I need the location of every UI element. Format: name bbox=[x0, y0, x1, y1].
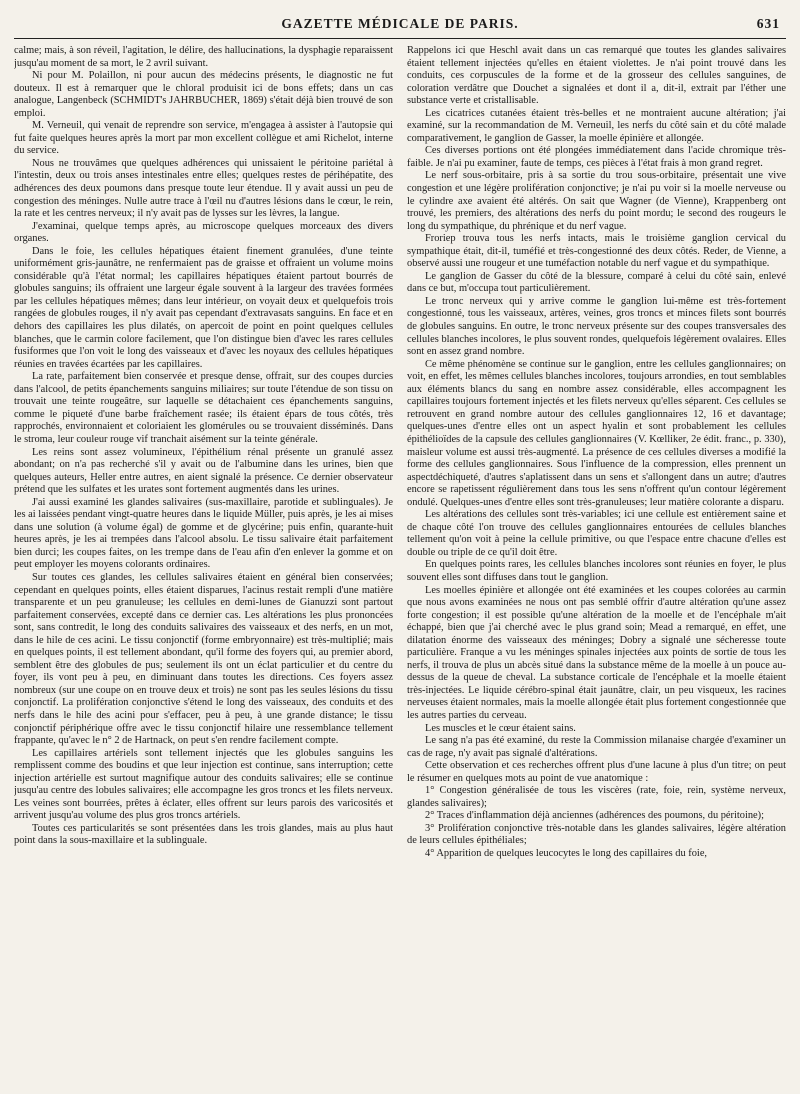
paragraph: Le tronc nerveux qui y arrive comme le ganglion lui-même est très-fortement congestionné, tous les vaisseaux, artères, veines, gros troncs et minces filets sont bourrés de globules sanguins. En outre, le tronc nerveux présente sur des coupes transversales des cellules blanches incolores, le plus souvent rondes, quelquefois légèrement ovalaires. Elles sont en assez grand nombre. bbox=[407, 295, 786, 358]
paragraph: Les reins sont assez volumineux, l'épithélium rénal présente un granulé assez abondant; on n'a pas recherché s'il y avait ou de l'albumine dans les urines, bien que quelques auteurs, Heller entre autres, en aient signalé la présence. Ce dernier observateur prétend que les sulfates et les urates sont fortement augmentés dans les urines. bbox=[14, 446, 393, 496]
paragraph: Dans le foie, les cellules hépatiques étaient finement granulées, d'une teinte uniformément gris-jaunâtre, ne renfermaient pas de graisse et offraient un volume moins considérable qu'à l'état normal; les capillaires hépatiques étaient partout bourrés de globules sanguins; ils offraient une largeur égale souvent à la largeur des travées formées par les cellules hépatiques mêmes; dans leur intérieur, on voyait deux et quelquefois trois rangées de globules rouges, il n'y avait pas cependant d'extravasats sanguins. En face et en dehors des capillaires les plus dilatés, on apercoit de point en point quelques cellules blanches, que le carmin colore facilement, que l'on distingue bien d'avec les rares cellules fusiformes que l'on voit le long des vaisseaux et d'avec les noyaux des cellules hépatiques réunies en travées écartées par les capillaires. bbox=[14, 245, 393, 370]
left-column bbox=[14, 45, 393, 1089]
paragraph: Le ganglion de Gasser du côté de la blessure, comparé à celui du côté sain, enlevé dans ce but, m'occupa tout particulièrement. bbox=[407, 270, 786, 295]
paragraph: Ces diverses portions ont été plongées immédiatement dans l'acide chromique très-faible. Je n'ai pu examiner, faute de temps, ces pièces à l'état frais à mon grand regret. bbox=[407, 145, 786, 169]
paragraph: Rappelons ici que Heschl avait dans un cas remarqué que toutes les glandes salivaires étaient tellement injectées qu'elles en étaient violettes. Je n'ai point trouvé dans les conduits, ces corpuscules de la forme et de la grosseur des cellules sanguines, de coloration verdâtre que Douchet a signalées et dont il a, dit-il, extrait par l'éther une substance verte et cristallisable. bbox=[407, 45, 786, 107]
paragraph: Les muscles et le cœur étaient sains. bbox=[425, 722, 576, 734]
paragraph: Les capillaires artériels sont tellement injectés que les globules sanguins les remplissent comme des boudins et que leur injection est continue, sans interruption; cette injection artérielle est surtout magnifique autour des conduits salivaires; elle se continue jusqu'au centre des lobules salivaires; elle accompagne les gros troncs et les filets nerveux. Les veines sont bourrées, prêtes à éclater, elles offrent sur leurs parois des varicosités et arrivent jusqu'au volume des plus gros troncs artériels. bbox=[14, 747, 393, 822]
paragraph: Froriep trouva tous les nerfs intacts, mais le troisième ganglion cervical du sympathique était, dit-il, tuméfié et très-congestionné des deux côtés. Reder, de Vienne, a observé aussi une rougeur et une tuméfaction notable du nerf vague et du sympathique. bbox=[407, 233, 786, 270]
running-header bbox=[14, 14, 786, 39]
paragraph: Nous ne trouvâmes que quelques adhérences qui unissaient le péritoine pariétal à l'intestin, deux ou trois anses intestinales entre elles; quelques restes de périhépatite, des adhérences des deux poumons dans presque toute leur étendue. Il y avait aussi un peu de congestion des méninges. Nulle autre trace à l'œil nu d'autres lésions dans le cœur, le rein, la rate et les centres nerveux; il n'y avait pas de lysses sur les lèvres, la langue. bbox=[14, 157, 393, 220]
paragraph: 2° Traces d'inflammation déjà anciennes (adhérences des poumons, du péritoine); bbox=[425, 810, 765, 822]
paragraph: J'ai aussi examiné les glandes salivaires (sus-maxillaire, parotide et sublinguales). Je les ai laissées pendant vingt-quatre heures dans le liquide Müller, puis après, je les ai mises dans une solution (à volume égal) de gomme et de glycérine; puis enfin, quarante-huit heures après, je les ai trempées dans l'alcool absolu. Le tissu salivaire était parfaitement bien durci; les coupes faites, on les trempe dans de l'eau afin d'en enlever la gomme et on peut employer les moyens colorants ordinaires. bbox=[14, 496, 393, 571]
paragraph: Toutes ces particularités se sont présentées dans les trois glandes, mais au plus haut point dans la sous-maxillaire et la sublinguale. bbox=[14, 822, 393, 847]
paragraph: Ni pour M. Polaillon, ni pour aucun des médecins présents, le diagnostic ne fut douteux. Il est à remarquer que le chloral produisit ici de bons effets; dans un cas analogue, Langenbeck (SCHMIDT's JAHRBUCHER, 1869) s'était déjà bien trouvé de son emploi. bbox=[14, 70, 393, 119]
paragraph: M. Verneuil, qui venait de reprendre son service, m'engagea à assister à l'autopsie qui fut faite quelques heures après la mort par mon excellent collègue et ami Richelot, interne du service. bbox=[14, 120, 393, 157]
paragraph: Le sang n'a pas été examiné, du reste la Commission milanaise chargée d'examiner un cas de rage, n'y avait pas signalé d'altérations. bbox=[407, 735, 786, 759]
paragraph: J'examinai, quelque temps après, au microscope quelques morceaux des divers organes. bbox=[14, 220, 393, 245]
right-column bbox=[407, 45, 786, 1089]
paragraph: En quelques points rares, les cellules blanches incolores sont réunies en foyer, le plus souvent elles sont diffuses dans tout le ganglion. bbox=[407, 559, 786, 583]
paragraph: 3° Prolifération conjonctive très-notable dans les glandes salivaires, légère altération de leurs cellules épithéliales; bbox=[407, 822, 786, 847]
page-number: 631 bbox=[756, 16, 780, 31]
journal-title: GAZETTE MÉDICALE DE PARIS. bbox=[281, 16, 519, 31]
paragraph: Sur toutes ces glandes, les cellules salivaires étaient en général bien conservées; cependant en quelques points, elles étaient disparues, l'acinus restait rempli d'une matière transparente et un peu granuleuse; les cellules en demi-lunes de Gianuzzi sont partout parfaitement conservées, excepté dans ce dernier cas. Les altérations les plus prononcées sont, sans contredit, le long des conduits salivaires des vaisseaux et des nerfs, en un mot, dans le hile de ces acini. Le tissu conjonctif (forme embryonnaire) est très-multiplié; mais en quelques points, il est tellement abondant, qu'il forme des foyers qui, au premier abord, semblent être des globules de pus; seulement ils ont un éclat particulier et du centre du foyer, ils vont peu à peu, en diminuant dans toutes les directions. Ces foyers assez nombreux (sur une coupe on en trouve deux et trois) ne sont pas les seules lésions du tissu conjonctif. La prolifération conjonctive s'étend le long des vaisseaux, des conduits et des nerfs dans le hile des acini pour s'effacer, peu à peu, à une grande distance; le tissu conjonctif périphérique offre avec le tissu conjonctif hilaire une ressemblance tellement frappante, qu'avec le n° 2 de Hartnack, on peut s'en rendre facilement compte. bbox=[14, 571, 393, 747]
text-columns bbox=[14, 45, 786, 1089]
paragraph: 1° Congestion généralisée de tous les viscères (rate, foie, rein, système nerveux, glandes salivaires); bbox=[407, 785, 786, 809]
paragraph: Les cicatrices cutanées étaient très-belles et ne montraient aucune altération; j'ai examiné, sur la recommandation de M. Verneuil, les nerfs du côté sain et du côté malade comparativement, le ganglion de Gasser, la moelle épinière et allongée. bbox=[407, 107, 786, 144]
paragraph: Ce même phénomène se continue sur le ganglion, entre les cellules ganglionnaires; on voit, en effet, les mêmes cellules blanches incolores, toujours arrondies, en tout semblables aux éléments blancs du sang en nombre assez considérable, elles accompagnent les capillaires toujours fortement injectés et les filets nerveux qu'elles séparent. Ces cellules se retrouvent en grand nombre autour des cellules ganglionnaires 12, 16 et davantage; quelques-unes d'entre elles ont un aspect hyalin et sont probablement les cellules épithélioïdes de la capsule des cellules ganglionnaires (V. Kœlliker, 2e édit. franc., p. 330), maisleur volume est aussi très-augmenté. La présence de ces cellules diverses a modifié la forme des cellules ganglionnaires. Sous l'influence de la compression, elles prennent un aspectdéchiqueté, d'autres s'aplatissent dans un sens et s'allongent dans un autre; d'autres encore se rapetissent régulièrement dans tous les sens n'offrent qu'un contour légèrement ondulé. Quelques-unes d'entre elles sont très-granuleuses; leur matière colorante a disparu. bbox=[407, 358, 786, 508]
paragraph: Les moelles épinière et allongée ont été examinées et les coupes colorées au carmin que nous avons examinées ne nous ont pas semblé offrir d'autre altération qu'une assez forte congestion; il est possible qu'une altération de la moelle et de l'encéphale m'ait échappé, bien que j'ai cherché avec le plus grand soin; Mead a remarqué, en effet, une dilatation énorme des vaisseaux des méninges; Dobry a signalé une sécheresse toute particulière. Franque a vu les méninges spinales injectées aux points de sortie de tous les nerfs, il trouva de plus un abcès situé dans la substance même de la moelle à un pouce au-dessus de la queue de cheval. La substance corticale de l'encéphale et la moelle étaient très-injectées. Le liquide cérébro-spinal était jaunâtre, clair, un peu visqueux, les racines nerveuses étaient normales, mais la moelle allongée était plus fortement congestionnée que les autres parties du cerveau. bbox=[407, 584, 786, 721]
paragraph: Le nerf sous-orbitaire, pris à sa sortie du trou sous-orbitaire, présentait une vive congestion et une légère prolifération conjonctive; je n'ai pu voir si la moelle nerveuse ou le cylindre axe avaient été altérés. On sait que Wagner (de Vienne), Krappenberg ont trouvé, les premiers, des altérations des nerfs du point mordu; le second des rougeurs le long du sympathique, du phrénique et du nerf vague. bbox=[407, 170, 786, 232]
paragraph: La rate, parfaitement bien conservée et presque dense, offrait, sur des coupes durcies dans l'alcool, de petits épanchements sanguins miliaires; sur toute l'étendue de son tissu on trouvait une teinte rougeâtre, sur laquelle se détachaient ces épanchements sanguins, comme le piqueté d'une barbe fraîchement rasée; ils étaient épars de tous côtés, très rapprochés, environnaient et coloriaient les glomérules ou se trouvaient disséminés. Dans le stroma, leur couleur rouge vif tranchait aisément sur la teinte générale. bbox=[14, 371, 393, 445]
paragraph: 4° Apparition de quelques leucocytes le long des capillaires du foie, bbox=[425, 848, 708, 859]
paragraph: Cette observation et ces recherches offrent plus d'une lacune à plus d'un titre; on peut le résumer en quelques mots au point de vue anatomique : bbox=[407, 760, 786, 784]
paragraph: calme; mais, à son réveil, l'agitation, le délire, des hallucinations, la dysphagie reparaissent jusqu'au moment de sa mort, le 2 avril suivant. bbox=[14, 45, 393, 69]
paragraph: Les altérations des cellules sont très-variables; ici une cellule est entièrement saine et de chaque côté l'on trouve des cellules ganglionnaires entourées de cellules blanches tellement qu'on voit à peine la cellule primitive, ou que l'espace entre chacune d'elles est double ou triple de ce qu'il doit être. bbox=[407, 509, 786, 558]
